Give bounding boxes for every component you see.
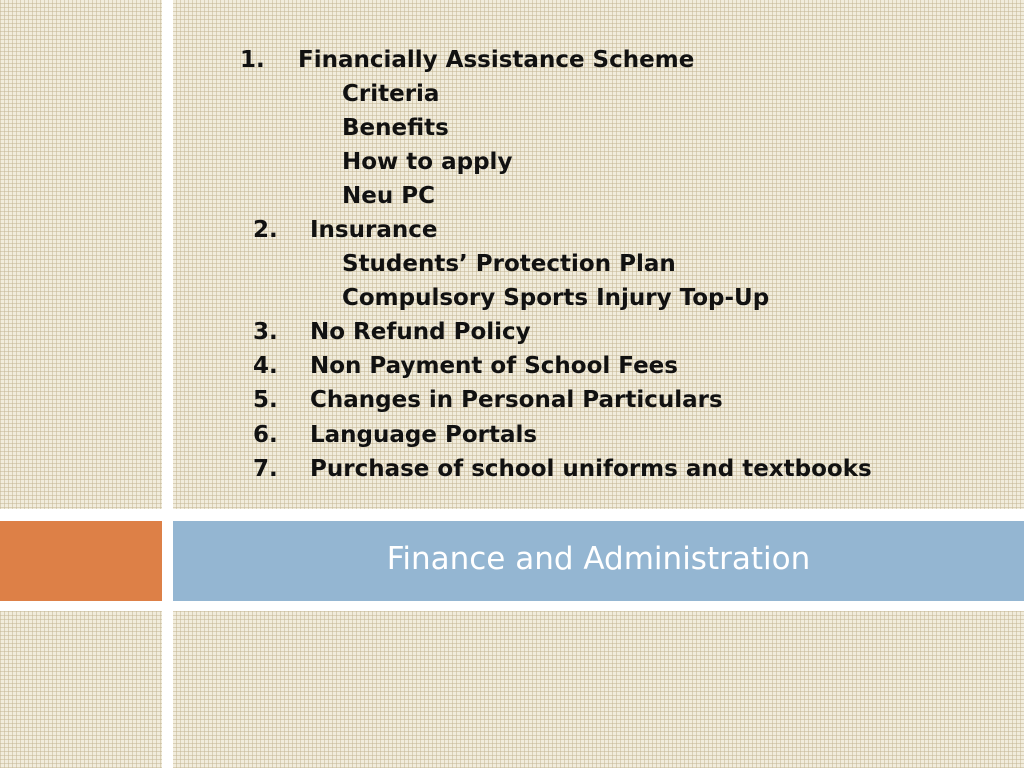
list-item-label: Language Portals bbox=[310, 422, 538, 448]
sub-item: Criteria bbox=[342, 81, 440, 107]
list-item-label: Insurance bbox=[310, 217, 438, 243]
sub-item: Benefits bbox=[342, 115, 449, 141]
accent-block bbox=[0, 521, 162, 601]
list-item-number: 7. bbox=[253, 456, 278, 482]
sub-item: How to apply bbox=[342, 149, 513, 175]
list-item-label: Non Payment of School Fees bbox=[310, 353, 678, 379]
list-item-number: 3. bbox=[253, 319, 278, 345]
list-item-number: 2. bbox=[253, 217, 278, 243]
list-item-number: 6. bbox=[253, 422, 278, 448]
slide-title: Finance and Administration bbox=[386, 541, 811, 577]
horizontal-divider-bottom bbox=[0, 601, 1024, 611]
list-item-number: 5. bbox=[253, 387, 278, 413]
list-item-number: 4. bbox=[253, 353, 278, 379]
sub-item: Students’ Protection Plan bbox=[342, 251, 676, 277]
horizontal-divider-top bbox=[0, 509, 1024, 521]
list-item-number: 1. bbox=[240, 47, 265, 73]
sub-item: Compulsory Sports Injury Top-Up bbox=[342, 285, 770, 311]
list-item-label: Changes in Personal Particulars bbox=[310, 387, 723, 413]
sub-item: Neu PC bbox=[342, 183, 435, 209]
list-item-label: Purchase of school uniforms and textbooks bbox=[310, 456, 872, 482]
title-bar bbox=[173, 521, 1024, 601]
list-item-label: No Refund Policy bbox=[310, 319, 531, 345]
list-item-label: Financially Assistance Scheme bbox=[298, 47, 695, 73]
